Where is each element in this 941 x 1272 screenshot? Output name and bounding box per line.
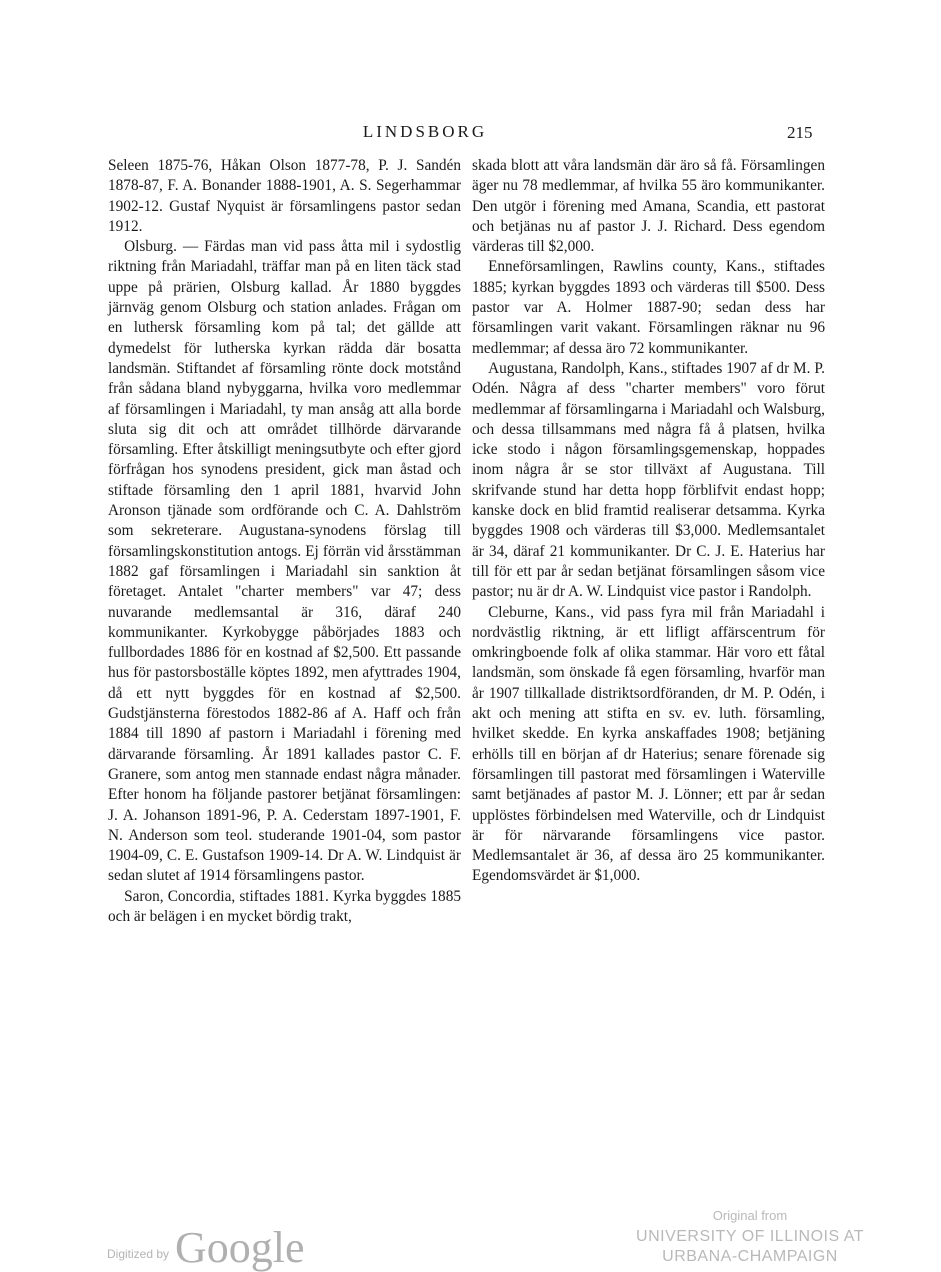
paragraph: Olsburg. — Färdas man vid pass åtta mil i sydostlig riktning från Mariadahl, träffar man på en liten täck stad uppe på prärien, Olsburg kallad. År 1880 byggdes järnväg genom Olsburg och station anlades. Frågan om en luthersk församling kom på tal; det gällde att dymedelst för lutherska kyrkan rädda där bosatta landsmän. Stiftandet af församling rönte dock motstånd från sådana bland nybyggarna, hvilka voro medlemmar af församlingen i Mariadahl, ty man ansåg att alla borde sluta sig dit och att området tillhörde därvarande församling. Efter åtskilligt meningsutbyte och efter gjord förfrågan hos synodens president, gick man åstad och stiftade församling den 1 april 1881, hvarvid John Aronson tjänade som ordförande och C. A. Dahlström som sekreterare. Augustana-synodens förslag till församlingskonstitution antogs. Ej förrän vid årsstämman 1882 gaf församlingen i Mariadahl sin sanktion åt företaget. Antalet "charter members" var 47; dess nuvarande medlemsantal är 316, däraf 240 kommunikanter. Kyrkobygge påbörjades 1883 och fullbordades 1886 för en kostnad af $2,500. Ett passande hus för pastorsboställe köptes 1892, men afyttrades 1904, då ett nytt byggdes för en kostnad af $2,500. Gudstjänsterna förestodos 1882-86 af A. Haff och från 1884 till 1890 af pastorn i Mariadahl i förening med därvarande församling. År 1891 kallades pastor C. F. Granere, som antog men stannade endast några månader. Efter honom ha följande pastorer betjänat församlingen: J. A. Johanson 1891-96, P. A. Cederstam 1897-1901, F. N. Anderson som teol. studerande 1901-04, som pastor 1904-09, C. E. Gustafson 1909-14. Dr A. W. Lindquist är sedan slutet af 1914 församlingens pastor. [108,238,461,885]
original-source-credit [600,1208,900,1267]
page-number: 215 [787,123,813,142]
running-header-title: LINDSBORG [362,122,488,141]
paragraph: skada blott att våra landsmän där äro så få. Församlingen äger nu 78 medlemmar, af hvilka 55 äro kommunikanter. Den utgör i förening med Amana, Scandia, ett pastorat och betjänas nu af pastor J. J. Richard. Dess egendom värderas till $2,000. [472,157,825,256]
right-text-column [472,156,825,887]
institution-name-line: URBANA-CHAMPAIGN [662,1248,838,1265]
left-text-column [108,156,461,927]
paragraph: Seleen 1875-76, Håkan Olson 1877-78, P. J. Sandén 1878-87, F. A. Bonander 1888-1901, A. S. Segerhammar 1902-12. Gustaf Nyquist är församlingens pastor sedan 1912. [108,157,461,235]
digitized-by-label: Digitized by [107,1247,170,1261]
paragraph: Saron, Concordia, stiftades 1881. Kyrka byggdes 1885 och är belägen i en mycket bördig trakt, [108,887,461,925]
institution-name-line: UNIVERSITY OF ILLINOIS AT [636,1228,864,1245]
paragraph: Enneförsamlingen, Rawlins county, Kans., stiftades 1885; kyrkan byggdes 1893 och värderas till $500. Dess pastor var A. Holmer 1887-90; sedan dess har församlingen varit vakant. Församlingen räknar nu 96 medlemmar; af dessa äro 72 kommunikanter. [472,258,825,357]
paragraph: Augustana, Randolph, Kans., stiftades 1907 af dr M. P. Odén. Några af dess "charter members" voro förut medlemmar af församlingarna i Mariadahl och Walsburg, och dessa tillsammans med några få å platsen, hvilka icke stodo i någon församlingsgemenskap, hoppades inom några år se stor tillväxt af Augustana. Till skrifvande stund har detta hopp förblifvit endast hopp; kanske dock en blid framtid realiserar detsamma. Kyrka byggdes 1908 och värderas till $3,000. Medlemsantalet är 34, däraf 21 kommunikanter. Dr C. J. E. Haterius har till för ett par år sedan betjänat församlingen såsom vice pastor; nu är dr A. W. Lindquist vice pastor i Randolph. [472,359,825,601]
original-from-label: Original from [712,1208,788,1223]
paragraph: Cleburne, Kans., vid pass fyra mil från Mariadahl i nordvästlig riktning, är ett lifligt affärscentrum för omkringboende folk af olika stammar. Här voro ett fåtal landsmän, som önskade få egen församling, hvarför man år 1907 tillkallade distriktsordföranden, dr M. P. Odén, i akt och mening att stifta en sv. ev. luth. församling, hvilket skedde. En kyrka anskaffades 1908; betjäning erhölls till en början af dr Haterius; senare förenade sig församlingen till pastorat med församlingen i Waterville samt betjänades af pastor M. J. Lönner; ett par år sedan upplöstes förbindelsen med Waterville, och dr Lindquist är för närvarande församlingens vice pastor. Medlemsantalet är 36, af dessa äro 25 kommunikanter. Egendomsvärdet är $1,000. [472,603,825,885]
google-logo: Google [175,1223,305,1272]
digitized-by-badge [107,1220,305,1270]
